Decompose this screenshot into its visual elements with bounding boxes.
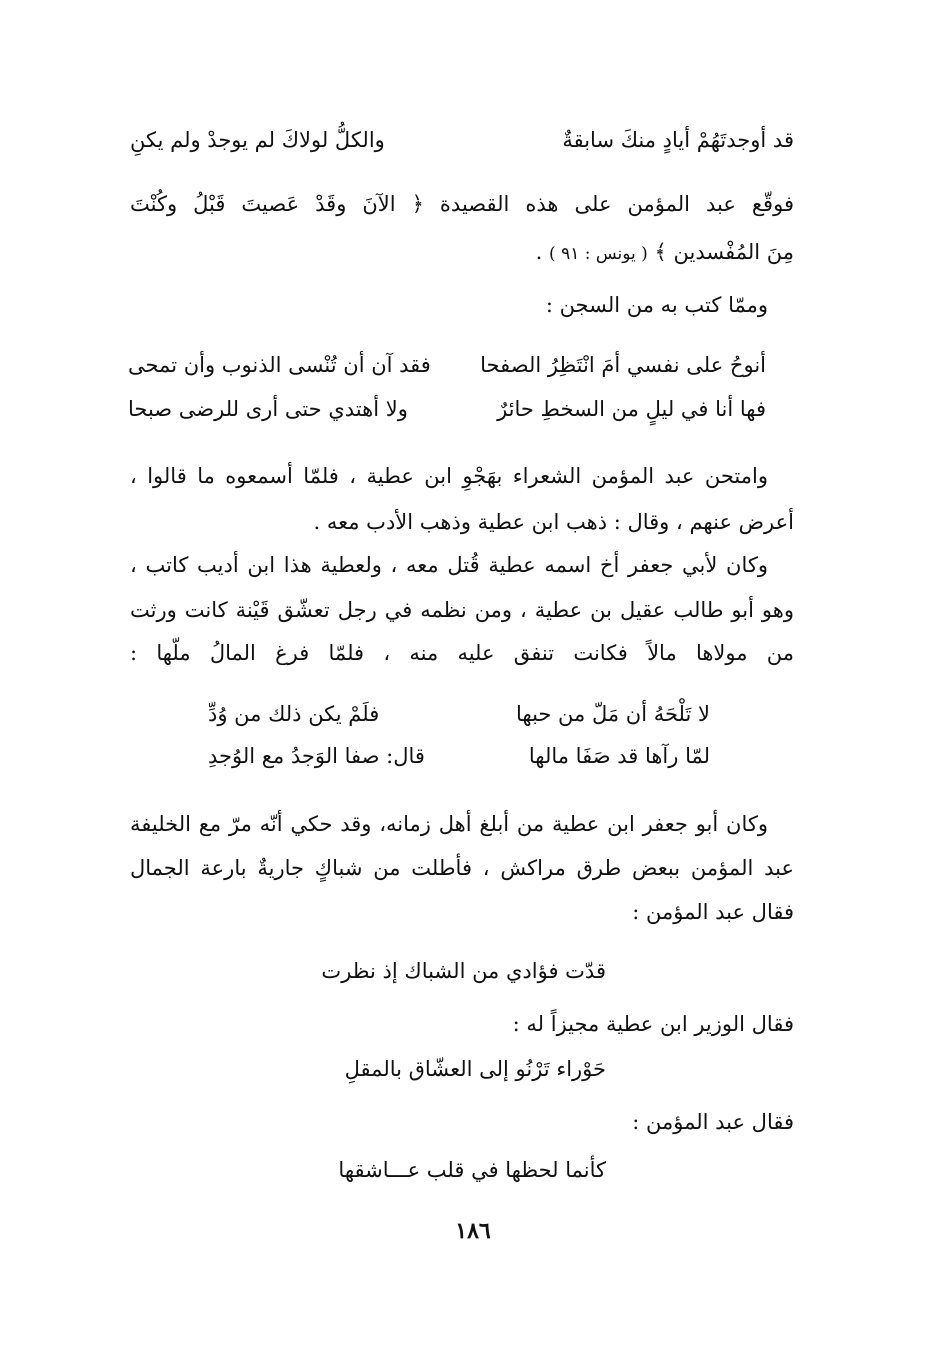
para-1-line-1: فوقّع عبد المؤمن على هذه القصيدة ﴿ الآنَ وقَدْ عَصيتَ قَبْلُ وكُنْتَ [130,192,794,216]
verse-2-2-first-hemistich: فها أنا في ليلٍ من السخطِ حائرٌ [497,397,766,421]
verse-2-2-second-hemistich: ولا أهتدي حتى أرى للرضى صبحا [128,397,408,421]
para-3-line-2: وهو أبو طالب عقيل بن عطية ، ومن نظمه في رجل تعشّق قَيْنة كانت ورثت [130,598,794,622]
verse-2-1-second-hemistich: فقد آن أن تُنْسى الذنوب وأن تمحى [128,353,431,377]
intro-prison: وممّا كتب به من السجن : [545,293,768,317]
verse-3-2-second-hemistich: قال: صفا الوَجدُ مع الوُجدِ [208,744,425,768]
hemistich-1: قدّت فؤادي من الشباك إذ نظرت [321,959,606,983]
intro-abd-al-mumin: فقال عبد المؤمن : [632,1110,794,1134]
para-2-line-2: أعرض عنهم ، وقال : ذهب ابن عطية وذهب الأدب معه . [313,510,794,534]
para-3-line-1: وكان لأبي جعفر أخ اسمه عطية قُتل معه ، ولعطية هذا ابن أديب كاتب ، [130,553,768,577]
verse-3-1-second-hemistich: فلَمْ يكن ذلك من وُدِّ [208,702,380,726]
intro-wazir: فقال الوزير ابن عطية مجيزاً له : [512,1012,794,1036]
period: . [535,240,543,264]
para-4-line-1: وكان أبو جعفر ابن عطية من أبلغ أهل زمانه، وقد حكي أنّه مرّ مع الخليفة [130,812,768,836]
verse-3-2-first-hemistich: لمّا رآها قد صَفَا مالها [528,744,710,768]
verse-1-first-hemistich: قد أوجدتَهُمْ أيادٍ منكَ سابقةٌ [562,128,794,152]
para-4-line-3: فقال عبد المؤمن : [632,900,794,924]
para-3-line-3: من مولاها مالاً فكانت تنفق عليه منه ، فلمّا فرغ المالُ ملّها : [130,641,794,665]
para-2-line-1: وامتحن عبد المؤمن الشعراء بهَجْوِ ابن عطية ، فلمّا أسمعوه ما قالوا ، [130,464,768,488]
hemistich-3: كأنما لحظها في قلب عـــاشقها [338,1158,606,1182]
verse-3-1-first-hemistich: لا تَلْحَهُ أن مَلّ من حبها [515,702,710,726]
quran-reference: ( يونس : ٩١ ) [549,244,648,264]
verse-1-second-hemistich: والكلُّ لولاكَ لم يوجدْ ولم يكنِ [130,128,385,152]
verse-2-1-first-hemistich: أنوحُ على نفسي أمَ انْتَظِرُ الصفحا [480,353,766,377]
para-4-line-2: عبد المؤمن ببعض طرق مراكش ، فأطلت من شباكٍ جاريةٌ بارعة الجمال [130,856,794,880]
para-1-line-2 [536,240,794,264]
quran-quote-end: مِنَ المُفْسدين ﴾ [654,240,794,264]
hemistich-2: حَوْراء تَرْنُو إلى العشّاق بالمقلِ [344,1057,606,1081]
page-number: ١٨٦ [455,1218,491,1244]
